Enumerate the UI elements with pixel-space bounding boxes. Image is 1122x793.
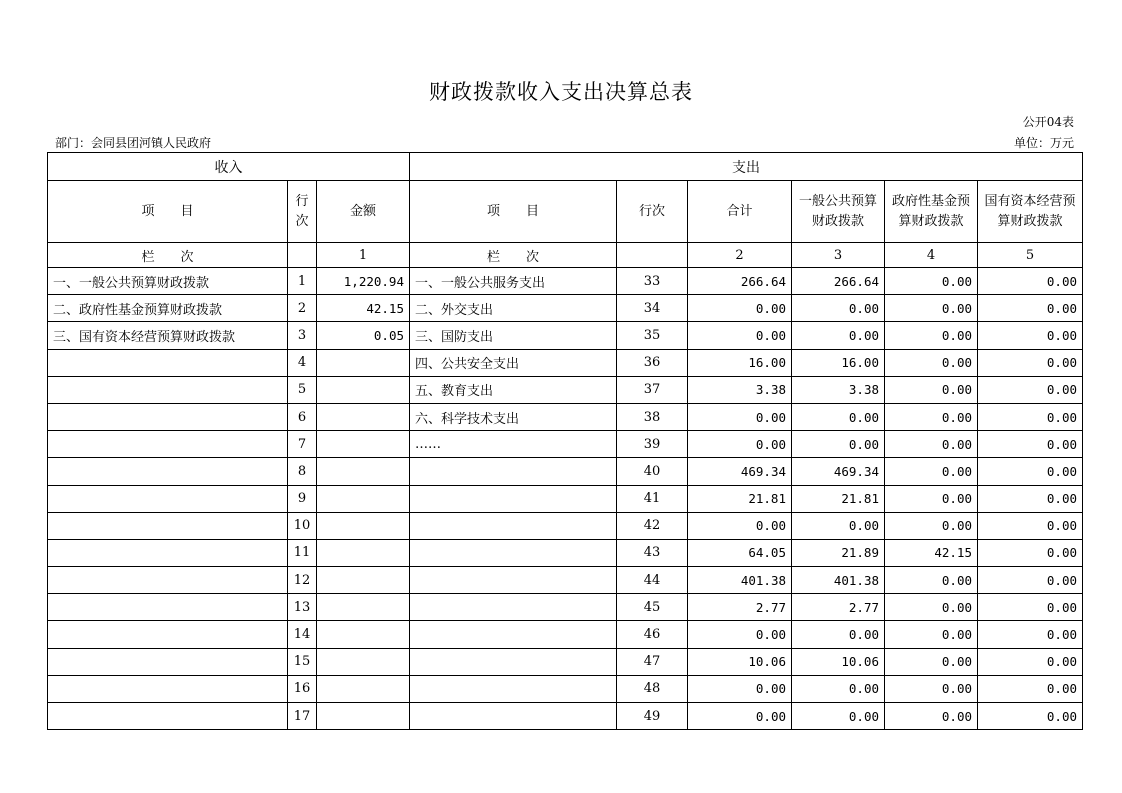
income-index-rowno: [288, 243, 317, 268]
expense-row-no-cell: 37: [617, 376, 688, 403]
table-row: [48, 431, 1083, 458]
income-row-no-cell: 5: [288, 376, 317, 403]
expense-item-cell: 二、外交支出: [410, 295, 617, 322]
income-row-no-cell: 8: [288, 458, 317, 485]
gov-fund-cell: 0.00: [885, 268, 978, 295]
table-row: [48, 567, 1083, 594]
state-capital-cell: 0.00: [978, 376, 1083, 403]
income-row-no-cell: 6: [288, 403, 317, 430]
general-budget-cell: 266.64: [792, 268, 885, 295]
expense-index-label: 栏 次: [410, 243, 617, 268]
general-budget-cell: 0.00: [792, 675, 885, 702]
expense-row-no-cell: 39: [617, 431, 688, 458]
expense-row-no-cell: 33: [617, 268, 688, 295]
expense-row-no-cell: 45: [617, 594, 688, 621]
income-amount-cell: 1,220.94: [317, 268, 410, 295]
expense-row-no-cell: 34: [617, 295, 688, 322]
income-section-header: 收入: [48, 153, 410, 181]
state-capital-cell: 0.00: [978, 458, 1083, 485]
total-cell: 0.00: [688, 431, 792, 458]
table-row: [48, 539, 1083, 566]
gov-fund-cell: 0.00: [885, 295, 978, 322]
expense-row-no-cell: 46: [617, 621, 688, 648]
total-cell: 0.00: [688, 403, 792, 430]
gov-fund-cell: 0.00: [885, 621, 978, 648]
expense-item-cell: [410, 567, 617, 594]
gov-fund-cell: 0.00: [885, 322, 978, 349]
income-item-cell: [48, 621, 288, 648]
general-budget-cell: 401.38: [792, 567, 885, 594]
state-capital-cell: 0.00: [978, 703, 1083, 730]
expense-item-cell: [410, 594, 617, 621]
gov-fund-cell: 0.00: [885, 675, 978, 702]
state-capital-cell: 0.00: [978, 485, 1083, 512]
income-item-cell: [48, 458, 288, 485]
income-row-no-cell: 3: [288, 322, 317, 349]
general-budget-header: 一般公共预算财政拨款: [792, 181, 885, 243]
expense-index-rowno: [617, 243, 688, 268]
income-index-label: 栏 次: [48, 243, 288, 268]
department-label: 部门：会同县团河镇人民政府: [55, 136, 212, 150]
gov-fund-header: 政府性基金预算财政拨款: [885, 181, 978, 243]
general-budget-cell: 21.89: [792, 539, 885, 566]
income-item-cell: 一、一般公共预算财政拨款: [48, 268, 288, 295]
total-cell: 2.77: [688, 594, 792, 621]
income-amount-cell: [317, 403, 410, 430]
income-item-cell: [48, 703, 288, 730]
gov-fund-cell: 0.00: [885, 349, 978, 376]
general-budget-cell: 10.06: [792, 648, 885, 675]
income-row-no-cell: 11: [288, 539, 317, 566]
expense-item-cell: 三、国防支出: [410, 322, 617, 349]
income-item-cell: [48, 431, 288, 458]
total-cell: 10.06: [688, 648, 792, 675]
expense-item-cell: 四、公共安全支出: [410, 349, 617, 376]
state-capital-cell: 0.00: [978, 539, 1083, 566]
income-amount-cell: [317, 675, 410, 702]
income-amount-cell: [317, 376, 410, 403]
table-row: [48, 268, 1083, 295]
income-item-cell: [48, 567, 288, 594]
general-budget-cell: 2.77: [792, 594, 885, 621]
expense-row-no-cell: 41: [617, 485, 688, 512]
income-amount-header: 金额: [317, 181, 410, 243]
expense-item-cell: 一、一般公共服务支出: [410, 268, 617, 295]
general-budget-cell: 0.00: [792, 322, 885, 349]
gov-fund-cell: 42.15: [885, 539, 978, 566]
index-state-capital: 5: [978, 243, 1083, 268]
expense-row-no-header: 行次: [617, 181, 688, 243]
gov-fund-cell: 0.00: [885, 567, 978, 594]
income-row-no-cell: 14: [288, 621, 317, 648]
expense-row-no-cell: 35: [617, 322, 688, 349]
total-cell: 64.05: [688, 539, 792, 566]
table-row: [48, 322, 1083, 349]
total-cell: 3.38: [688, 376, 792, 403]
income-amount-cell: [317, 458, 410, 485]
income-amount-cell: [317, 539, 410, 566]
state-capital-cell: 0.00: [978, 594, 1083, 621]
income-item-cell: [48, 485, 288, 512]
income-item-cell: [48, 403, 288, 430]
total-cell: 16.00: [688, 349, 792, 376]
total-header: 合计: [688, 181, 792, 243]
state-capital-cell: 0.00: [978, 268, 1083, 295]
expense-item-cell: [410, 485, 617, 512]
gov-fund-cell: 0.00: [885, 376, 978, 403]
income-amount-cell: [317, 567, 410, 594]
income-index-amount: 1: [317, 243, 410, 268]
expense-row-no-cell: 43: [617, 539, 688, 566]
total-cell: 0.00: [688, 703, 792, 730]
form-number: 公开04表: [1022, 115, 1074, 129]
gov-fund-cell: 0.00: [885, 403, 978, 430]
general-budget-cell: 0.00: [792, 512, 885, 539]
table-row: [48, 594, 1083, 621]
expense-item-cell: 五、教育支出: [410, 376, 617, 403]
expense-item-cell: [410, 458, 617, 485]
state-capital-cell: 0.00: [978, 295, 1083, 322]
expense-row-no-cell: 47: [617, 648, 688, 675]
general-budget-cell: 0.00: [792, 703, 885, 730]
general-budget-cell: 0.00: [792, 431, 885, 458]
total-cell: 0.00: [688, 512, 792, 539]
table-row: [48, 458, 1083, 485]
expense-row-no-cell: 42: [617, 512, 688, 539]
expense-item-cell: [410, 621, 617, 648]
expense-item-cell: [410, 675, 617, 702]
gov-fund-cell: 0.00: [885, 431, 978, 458]
general-budget-cell: 0.00: [792, 621, 885, 648]
unit-label: 单位：万元: [1013, 136, 1074, 150]
total-cell: 0.00: [688, 675, 792, 702]
total-cell: 0.00: [688, 621, 792, 648]
state-capital-cell: 0.00: [978, 431, 1083, 458]
income-amount-cell: [317, 621, 410, 648]
income-row-no-cell: 10: [288, 512, 317, 539]
table-row: [48, 621, 1083, 648]
table-row: [48, 648, 1083, 675]
table-row: [48, 376, 1083, 403]
index-gov-fund: 4: [885, 243, 978, 268]
state-capital-cell: 0.00: [978, 675, 1083, 702]
table-row: [48, 703, 1083, 730]
gov-fund-cell: 0.00: [885, 485, 978, 512]
section-header-row: [48, 153, 1083, 181]
table-row: [48, 675, 1083, 702]
state-capital-header: 国有资本经营预算财政拨款: [978, 181, 1083, 243]
income-item-cell: [48, 512, 288, 539]
state-capital-cell: 0.00: [978, 567, 1083, 594]
state-capital-cell: 0.00: [978, 322, 1083, 349]
income-amount-cell: [317, 594, 410, 621]
income-amount-cell: [317, 349, 410, 376]
index-total: 2: [688, 243, 792, 268]
gov-fund-cell: 0.00: [885, 648, 978, 675]
general-budget-cell: 21.81: [792, 485, 885, 512]
income-item-cell: [48, 594, 288, 621]
income-item-cell: [48, 349, 288, 376]
income-amount-cell: [317, 431, 410, 458]
income-amount-cell: [317, 703, 410, 730]
table-row: [48, 512, 1083, 539]
general-budget-cell: 0.00: [792, 403, 885, 430]
table-row: [48, 403, 1083, 430]
page-title: 财政拨款收入支出决算总表: [429, 80, 693, 104]
state-capital-cell: 0.00: [978, 349, 1083, 376]
income-amount-cell: 42.15: [317, 295, 410, 322]
income-row-no-cell: 7: [288, 431, 317, 458]
budget-summary-table: [47, 152, 1083, 730]
gov-fund-cell: 0.00: [885, 594, 978, 621]
general-budget-cell: 3.38: [792, 376, 885, 403]
income-row-no-cell: 17: [288, 703, 317, 730]
expense-row-no-cell: 48: [617, 675, 688, 702]
income-amount-cell: [317, 485, 410, 512]
income-row-no-cell: 12: [288, 567, 317, 594]
total-cell: 21.81: [688, 485, 792, 512]
total-cell: 469.34: [688, 458, 792, 485]
expense-row-no-cell: 49: [617, 703, 688, 730]
index-general: 3: [792, 243, 885, 268]
gov-fund-cell: 0.00: [885, 458, 978, 485]
income-item-cell: 三、国有资本经营预算财政拨款: [48, 322, 288, 349]
expense-item-cell: [410, 539, 617, 566]
expense-item-cell: [410, 512, 617, 539]
state-capital-cell: 0.00: [978, 648, 1083, 675]
general-budget-cell: 469.34: [792, 458, 885, 485]
expense-item-cell: ……: [410, 431, 617, 458]
table-body: [48, 153, 1083, 730]
expense-item-header: 项 目: [410, 181, 617, 243]
expense-row-no-cell: 38: [617, 403, 688, 430]
total-cell: 0.00: [688, 295, 792, 322]
income-row-no-cell: 9: [288, 485, 317, 512]
expense-row-no-cell: 40: [617, 458, 688, 485]
total-cell: 0.00: [688, 322, 792, 349]
gov-fund-cell: 0.00: [885, 512, 978, 539]
state-capital-cell: 0.00: [978, 621, 1083, 648]
income-item-cell: [48, 376, 288, 403]
general-budget-cell: 0.00: [792, 295, 885, 322]
income-row-no-cell: 1: [288, 268, 317, 295]
income-amount-cell: [317, 512, 410, 539]
income-amount-cell: [317, 648, 410, 675]
general-budget-cell: 16.00: [792, 349, 885, 376]
income-amount-cell: 0.05: [317, 322, 410, 349]
income-item-header: 项 目: [48, 181, 288, 243]
total-cell: 266.64: [688, 268, 792, 295]
income-row-no-cell: 4: [288, 349, 317, 376]
income-row-no-cell: 2: [288, 295, 317, 322]
income-row-no-cell: 16: [288, 675, 317, 702]
expense-item-cell: [410, 648, 617, 675]
gov-fund-cell: 0.00: [885, 703, 978, 730]
expense-row-no-cell: 44: [617, 567, 688, 594]
expense-item-cell: [410, 703, 617, 730]
income-row-no-cell: 15: [288, 648, 317, 675]
table-row: [48, 485, 1083, 512]
income-item-cell: [48, 675, 288, 702]
income-row-no-cell: 13: [288, 594, 317, 621]
column-header-row: [48, 181, 1083, 243]
table-row: [48, 295, 1083, 322]
expense-row-no-cell: 36: [617, 349, 688, 376]
state-capital-cell: 0.00: [978, 512, 1083, 539]
income-item-cell: 二、政府性基金预算财政拨款: [48, 295, 288, 322]
income-item-cell: [48, 539, 288, 566]
expense-section-header: 支出: [410, 153, 1083, 181]
state-capital-cell: 0.00: [978, 403, 1083, 430]
table-row: [48, 349, 1083, 376]
income-row-no-header: 行 次: [288, 181, 317, 243]
income-item-cell: [48, 648, 288, 675]
total-cell: 401.38: [688, 567, 792, 594]
expense-item-cell: 六、科学技术支出: [410, 403, 617, 430]
column-index-row: [48, 243, 1083, 268]
